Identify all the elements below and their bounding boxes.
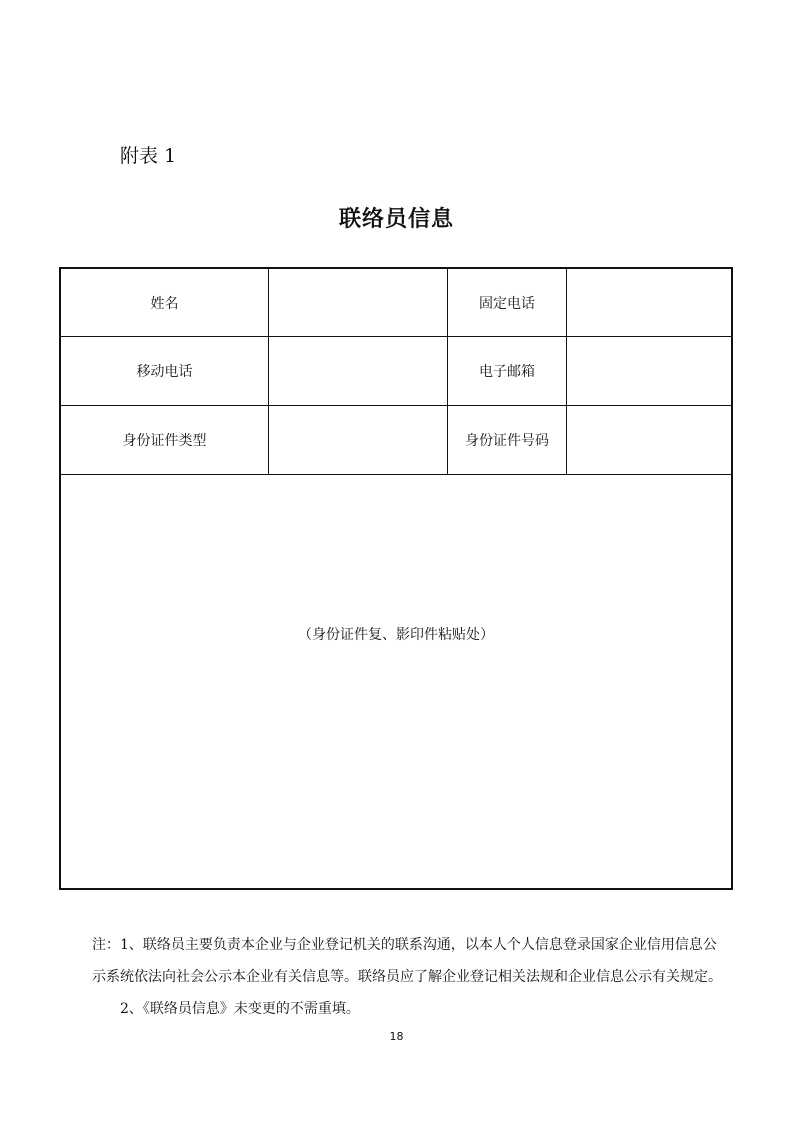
- note-line-3: 2、《联络员信息》未变更的不需重填。: [120, 1001, 360, 1017]
- id-copy-paste-area: [61, 475, 731, 888]
- name-label: 姓名: [61, 269, 269, 337]
- id-type-label: 身份证件类型: [61, 406, 269, 475]
- contact-info-form: [59, 267, 733, 890]
- mobile-field[interactable]: [269, 337, 448, 406]
- name-field[interactable]: [269, 269, 448, 337]
- landline-field[interactable]: [567, 269, 733, 337]
- page-title: 联络员信息: [338, 207, 454, 232]
- email-field[interactable]: [567, 337, 733, 406]
- landline-label: 固定电话: [448, 269, 567, 337]
- photo-placeholder-text: （身份证件复、影印件粘贴处）: [298, 627, 494, 643]
- mobile-label: 移动电话: [61, 337, 269, 406]
- id-number-label: 身份证件号码: [448, 406, 567, 475]
- note-line-1: 注：1、联络员主要负责本企业与企业登记机关的联系沟通，以本人个人信息登录国家企业信用信息公: [92, 937, 717, 953]
- note-line-2: 示系统依法向社会公示本企业有关信息等。联络员应了解企业登记相关法规和企业信息公示有关规定。: [92, 969, 722, 985]
- id-number-field[interactable]: [567, 406, 733, 475]
- id-type-field[interactable]: [269, 406, 448, 475]
- email-label: 电子邮箱: [448, 337, 567, 406]
- appendix-label: 附表 1: [120, 145, 177, 167]
- page-number: 18: [389, 1030, 404, 1043]
